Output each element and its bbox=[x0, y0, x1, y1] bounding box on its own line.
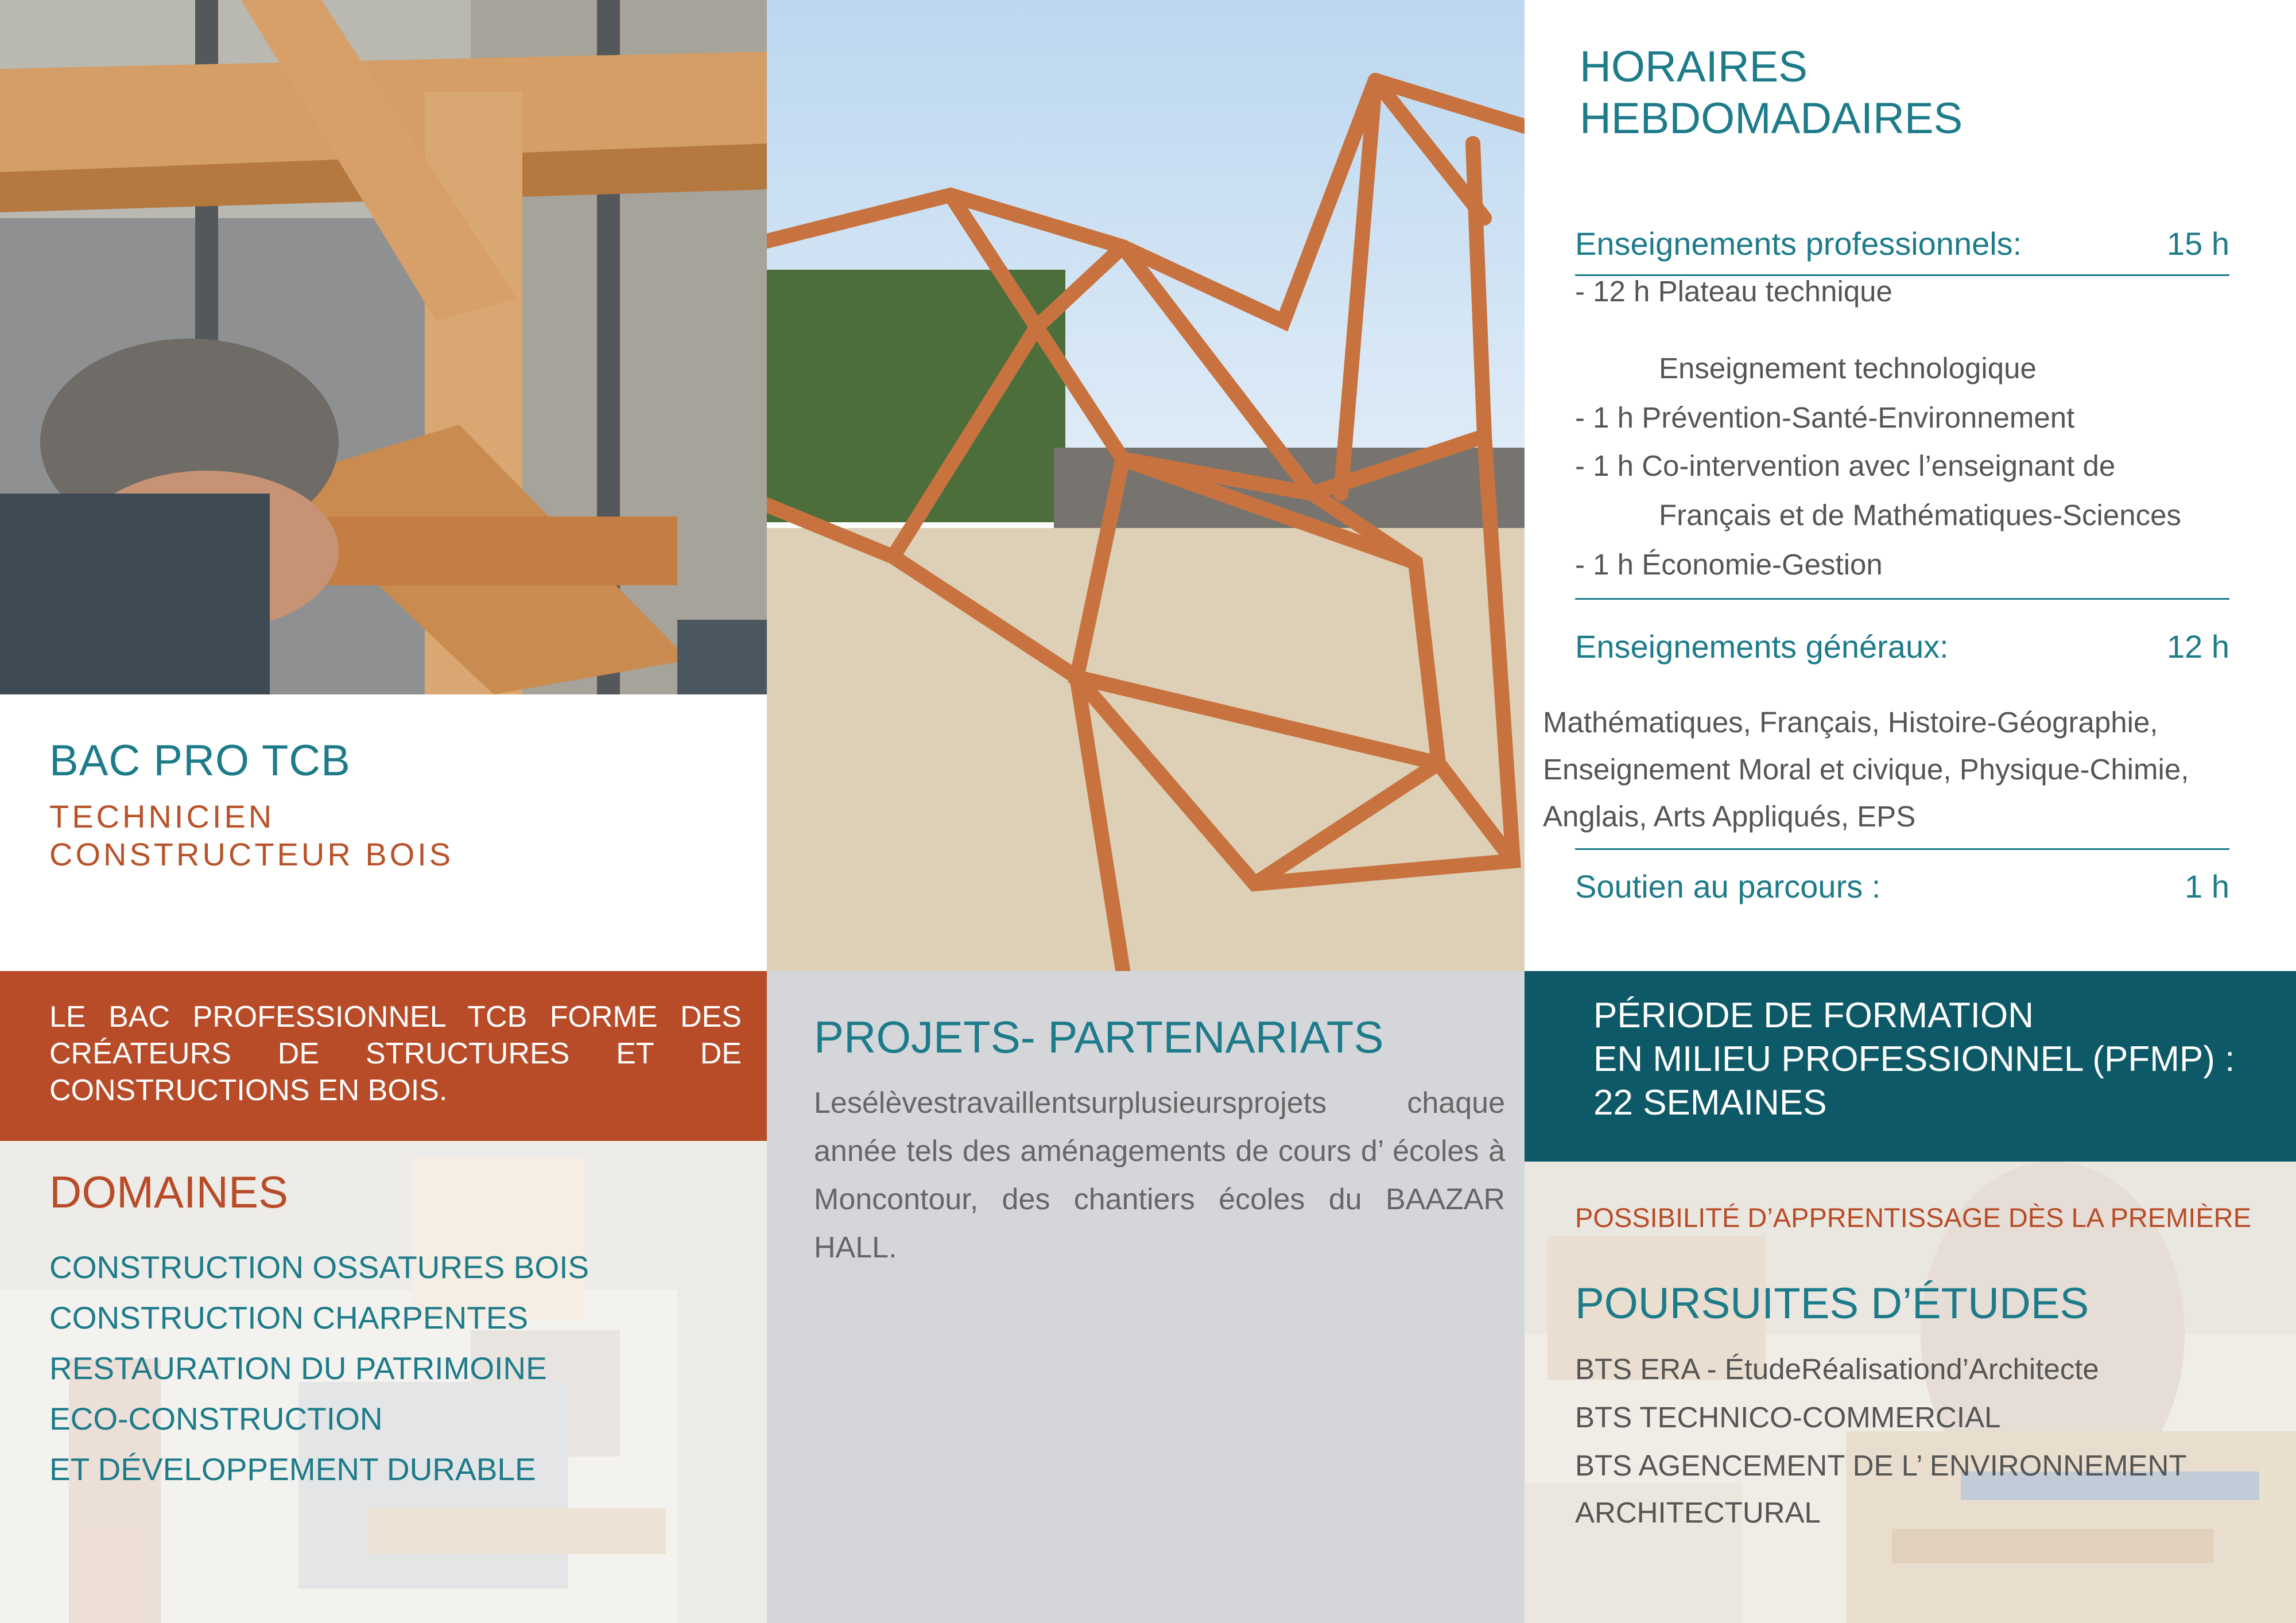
divider bbox=[1575, 598, 2229, 600]
poursuite-item: BTS AGENCEMENT DE L’ ENVIRONNEMENT bbox=[1575, 1449, 2187, 1482]
pfmp-line1: PÉRIODE DE FORMATION bbox=[1593, 996, 2034, 1035]
poursuite-item: BTS ERA - ÉtudeRéalisationd’Architecte bbox=[1575, 1353, 2099, 1385]
poursuite-item: ARCHITECTURAL bbox=[1575, 1496, 1821, 1529]
projets-text: Lesélèvestravaillentsurplusieursprojets chaque année tels des aménagements de cours d’ écoles à Moncontour, des chantiers écoles du BAAZAR HALL. bbox=[814, 1086, 1505, 1264]
pro-item: - 1 h Économie-Gestion bbox=[1575, 548, 1883, 581]
domaine-item: ET DÉVELOPPEMENT DURABLE bbox=[49, 1451, 536, 1487]
hours-row-soutien bbox=[1575, 868, 2229, 905]
projets-heading: PROJETS- PARTENARIATS bbox=[814, 1012, 1384, 1062]
photo-timber-frame-worker bbox=[0, 0, 767, 694]
projets-panel bbox=[767, 971, 1525, 1623]
hours-row-gen bbox=[1575, 628, 2229, 665]
general-subjects-text: Mathématiques, Français, Histoire-Géographie, Enseignement Moral et civique, Physique-Chimie, Anglais, Arts Appliqués, EPS bbox=[1543, 706, 2189, 833]
hours-label: Enseignements professionnels: bbox=[1575, 226, 2022, 262]
domaine-item: CONSTRUCTION CHARPENTES bbox=[49, 1300, 529, 1335]
horaires-heading-line1: HORAIRES bbox=[1580, 42, 1808, 91]
pro-item: - 1 h Prévention-Santé-Environnement bbox=[1575, 401, 2075, 434]
poursuite-item: BTS TECHNICO-COMMERCIAL bbox=[1575, 1401, 2001, 1434]
pfmp-text bbox=[1593, 994, 2236, 1125]
domaine-item: RESTAURATION DU PATRIMOINE bbox=[49, 1350, 547, 1386]
hours-label: Enseignements généraux: bbox=[1575, 628, 1949, 665]
pfmp-line2: EN MILIEU PROFESSIONNEL (PFMP) : bbox=[1593, 1039, 2235, 1079]
program-subtitle-line1: TECHNICIEN bbox=[49, 798, 275, 834]
hours-label: Soutien au parcours : bbox=[1575, 868, 1881, 904]
pro-item: Enseignement technologique bbox=[1659, 352, 2037, 385]
pfmp-line3: 22 SEMAINES bbox=[1593, 1083, 1827, 1123]
divider bbox=[1575, 848, 2229, 850]
apprentissage-note: POSSIBILITÉ D’APPRENTISSAGE DÈS LA PREMIÈRE bbox=[1575, 1202, 2251, 1233]
pro-item: - 1 h Co-intervention avec l’enseignant de bbox=[1575, 449, 2116, 482]
poursuites-heading: POURSUITES D’ÉTUDES bbox=[1575, 1279, 2089, 1328]
hours-row-pro bbox=[1575, 225, 2229, 262]
domaine-item: CONSTRUCTION OSSATURES BOIS bbox=[49, 1249, 589, 1285]
hours-value: 12 h bbox=[2167, 628, 2229, 665]
hours-value: 1 h bbox=[2185, 868, 2229, 904]
hours-value: 15 h bbox=[2167, 226, 2229, 262]
pro-item: Français et de Mathématiques-Sciences bbox=[1659, 499, 2181, 531]
program-subtitle-line2: CONSTRUCTEUR BOIS bbox=[49, 836, 454, 872]
domaines-heading: DOMAINES bbox=[49, 1167, 289, 1217]
program-title: BAC PRO TCB bbox=[49, 736, 351, 785]
photo-geodesic-dome bbox=[767, 0, 1525, 971]
intro-text: LE BAC PROFESSIONNEL TCB FORME DES CRÉATEURS DE STRUCTURES ET DE CONSTRUCTIONS EN BOIS. bbox=[49, 1000, 742, 1107]
horaires-heading-line2: HEBDOMADAIRES bbox=[1580, 94, 1963, 143]
domaine-item: ECO-CONSTRUCTION bbox=[49, 1401, 383, 1436]
pro-item: - 12 h Plateau technique bbox=[1575, 275, 1892, 308]
horaires-heading bbox=[1580, 41, 1963, 145]
